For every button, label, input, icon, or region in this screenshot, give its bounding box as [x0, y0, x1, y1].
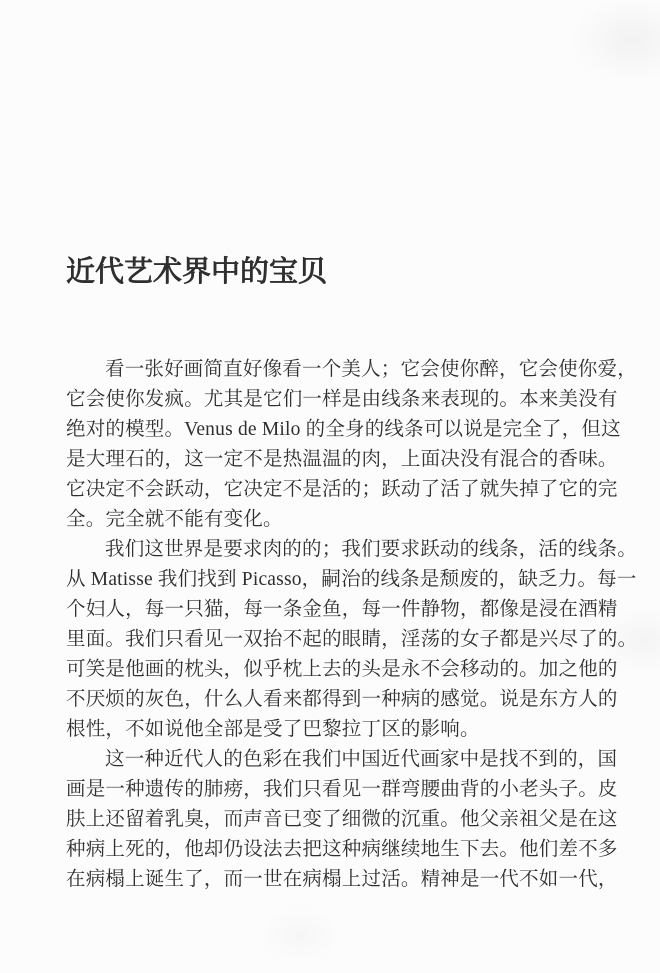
text-line: 画是一种遗传的肺痨，我们只看见一群弯腰曲背的小老头子。皮 — [66, 779, 618, 800]
text-line: 它会使你发疯。尤其是它们一样是由线条来表现的。本来美没有 — [66, 389, 618, 410]
body-text — [66, 355, 638, 895]
text-line: 肤上还留着乳臭，而声音已变了细微的沉重。他父亲祖父是在这 — [66, 809, 618, 830]
text-line: 这一种近代人的色彩在我们中国近代画家中是找不到的，国 — [105, 749, 618, 770]
chapter-title: 近代艺术界中的宝贝 — [66, 256, 328, 289]
text-line: 可笑是他画的枕头，似乎枕上去的头是永不会移动的。加之他的 — [66, 659, 618, 680]
text-line: 全。完全就不能有变化。 — [66, 509, 283, 530]
text-line: 个妇人，每一只猫，每一条金鱼，每一件静物，都像是浸在酒精 — [66, 599, 618, 620]
text-line: 绝对的模型。Venus de Milo 的全身的线条可以说是完全了，但这 — [66, 419, 621, 440]
text-line: 我们这世界是要求肉的的；我们要求跃动的线条，活的线条。 — [105, 539, 637, 560]
text-line: 不厌烦的灰色，什么人看来都得到一种病的感觉。说是东方人的 — [66, 689, 618, 710]
text-line: 里面。我们只看见一双抬不起的眼睛，淫荡的女子都是兴尽了的。 — [66, 629, 638, 650]
text-line: 种病上死的，他却仍设法去把这种病继续地生下去。他们差不多 — [66, 839, 618, 860]
text-line: 是大理石的，这一定不是热温温的肉，上面决没有混合的香味。 — [66, 449, 618, 470]
text-line: 它决定不会跃动，它决定不是活的；跃动了活了就失掉了它的完 — [66, 479, 618, 500]
text-line: 看一张好画简直好像看一个美人；它会使你醉，它会使你爱， — [105, 359, 637, 380]
text-line: 从 Matisse 我们找到 Picasso，嗣治的线条是颓废的，缺乏力。每一 — [66, 569, 637, 590]
text-line: 根性，不如说他全部是受了巴黎拉丁区的影响。 — [66, 719, 480, 740]
text-line: 在病榻上诞生了，而一世在病榻上过活。精神是一代不如一代， — [66, 869, 618, 890]
